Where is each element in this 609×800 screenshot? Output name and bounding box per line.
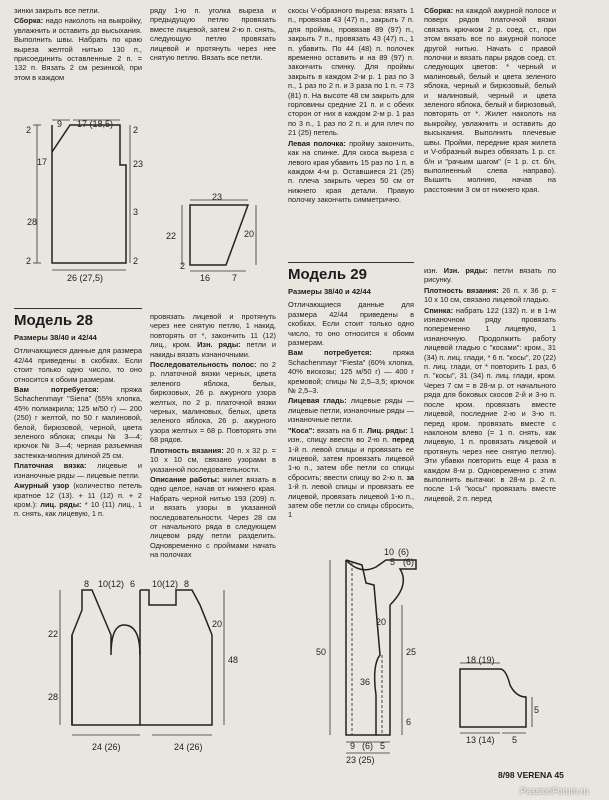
model28-materials: Вам потребуется: пряжа Schachenmayr "Siena" (55% хлопка, 45% полиакрила; 125 м/50 г) — 200 (250) г желтой, по 50 г малиновой, белой, бирюзовой, черной, цвета зеленого яблока; спицы № 3—4; крючок № 3—4; черная разъемная застежка-молния длиной 25 см. xyxy=(14,385,143,460)
diagram2-bottom-right: 7 xyxy=(232,273,238,283)
col2-paragraph-1: ряду 1-ю п. уголка выреза и предыдущую петлю провязать вместе лицевой, затем 2-ю п. снять, следующую петлю провязать лицевой и протянуть через нее снятую петлю. Вязать все петли. xyxy=(150,6,276,63)
diagram3-left-lower: 28 xyxy=(48,692,59,702)
col1-paragraph-1: зинки закрыть все петли. xyxy=(14,6,100,15)
model29-title: Модель 29 xyxy=(288,266,367,283)
diagram1-top-right: 17 (18,5) xyxy=(77,119,114,129)
model29-rule xyxy=(288,262,414,263)
model28-intro: Отличающиеся данные для размера 42/44 приведены в скобках. Если стоит только одно число, то оно относится к обоим размерам. xyxy=(14,346,142,384)
diagram3-right-upper: 20 xyxy=(212,619,223,629)
diagram3-top-4: 10(12) xyxy=(152,579,179,589)
diagram4-right: 25 xyxy=(406,647,417,657)
pattern-diagram-5 xyxy=(440,655,540,745)
diagram3-bottom-right: 24 (26) xyxy=(174,742,203,752)
model29-intro: Отличающиеся данные для размера 42/44 приведены в скобках. Если стоит только одно число, то оно относится к обоим размерам. xyxy=(288,300,414,348)
diagram5-top: 18 (19) xyxy=(466,655,495,665)
col4mid-paragraph-3: Спинка: набрать 122 (132) п. и в 1-м изнаночном ряду провязать попеременно 1 лицевую, 1 изнаночную. Продолжить работу лицевой гладью с "косами": кром., 31 (34) п. лиц. глади, * 6 п. "косы", 20 (22) п. лиц. глади, от * повторить 1 раз, 6 п. "косы", 31 (34) п. лиц. глади, кром. Через 7 см = в 28-м р. от начального ряда для боковых скосов 2-й и 3-ю п. после кром. провязать вместе лицевой, последние 2-ю и 3-ю п. перед кром. провязать вместе с наклоном влево (= 1 п. снять, как лицевую, 1 п. провязать лицевой и протянуть через нее снятую петлю). Эти убавки повторить еще 4 раза в каждом 8-м р. Одновременно с этим выполнить вытачки: в 28-м р. 2 п. после 1-й "косы" провязать вместе лицевой, 2 п. перед xyxy=(424,305,556,503)
col4-paragraph-1: Сборка: на каждой ажурной полосе и поверх рядов платочной вязки связать крючком 2 р. соед. ст., при этом вязать все по ажурной полосе другой нитью. Начать с правой полочки и вязать пары рядов соед. ст. следующих цветов: * черный и малиновый, белый и цвета зеленого яблока, черный и бирюзовый, белый и малиновый, черный и цвета зеленого яблока, белый и бирюзовый, повторять от *. Жилет наколоть на выкройку, увлажнить и оставить до высыхания. Выполнить плечевые швы. Пройми, передние края жилета и V-образный вырез обвязать 1 р. ст. б/н и "рачьим шагом" (= 1 р. ст. б/н, выполненный слева направо). Вышить молнию, начав на расстоянии 3 см от нижнего края. xyxy=(424,6,556,194)
diagram3-right-height: 48 xyxy=(228,655,239,665)
diagram4-top-2: (6) xyxy=(398,547,409,557)
column-4-mid xyxy=(424,266,556,504)
col2mid-paragraph-4: Описание работы: жилет вязать в одно целое, начав от нижнего края. Набрать черной нитью 193 (209) п. и вязать узоры в указанной последовательности. Через 28 см от начального ряда в следующем лицевом ряду петли разделить. Одновременно с проймами начать на полочках xyxy=(150,474,276,560)
diagram1-bottom: 26 (27,5) xyxy=(67,273,104,283)
diagram4-left: 50 xyxy=(316,647,327,657)
col4mid-paragraph-1: изн. Изн. ряды: петли вязать по рисунку. xyxy=(424,266,556,285)
diagram4-mid-lower: 36 xyxy=(360,677,371,687)
col2mid-paragraph-2: Последовательность полос: по 2 р. платочной вязки черных, цвета зеленого яблока, белых, бирюзовых, 26 р. ажурного узора желтых, по 2 р. платочной вязки черных, малиновых, белых, цвета зеленого яблока, 26 р. ажурного узора желтых = 68 р. Повторять эти 68 рядов. xyxy=(150,360,276,445)
diagram3-bottom-left: 24 (26) xyxy=(92,742,121,752)
model29-materials: Вам потребуется: пряжа Schachenmayr "Fiesta" (60% хлопка, 40% вискозы; 125 м/50 г) — 400 г кремовой; спицы № 2,5–3,5; крючок № 2,5–3. xyxy=(288,348,415,396)
page-footer: 8/98 VERENA 45 xyxy=(498,770,564,780)
diagram5-bottom: 13 (14) xyxy=(466,735,495,745)
pattern-diagram-3 xyxy=(12,575,282,765)
model28-ajur: Ажурный узор (количество петель кратное 12 (13). + 11 (12) п. + 2 кром.): лиц. ряды: * 10 (11) лиц., 1 п. снять, как лицевую, 1 п. xyxy=(14,481,142,519)
col2mid-paragraph-3: Плотность вязания: 20 п. х 32 р. = 10 х 10 см, связано узорами в указанной последовательности. xyxy=(150,445,276,474)
diagram1-tick-1: 2 xyxy=(26,125,32,135)
diagram4-bottom-2: (6) xyxy=(362,741,373,751)
diagram4-mid-upper: 20 xyxy=(376,617,387,627)
diagram4-top-4: (6) xyxy=(403,557,414,567)
diagram4-top-1: 10 xyxy=(384,547,395,557)
pattern-diagram-1 xyxy=(5,115,155,305)
column-2-top xyxy=(150,6,276,63)
diagram4-bottom-1: 9 xyxy=(350,741,356,751)
diagram1-tick-4: 2 xyxy=(133,256,139,266)
diagram1-top-left: 9 xyxy=(57,119,63,129)
model29-kosa: "Коса": вязать на 6 п. Лиц. ряды: 1 изн., спицу ввести во 2-ю п. перед 1-й п. левой спицы и провязать ее лицевой, затем провязать лицевой 1-ю п., затем обе петли со спицы сбросить; ввести спицу во 2-ю п. за 1-й п. левой спицы и провязать ее лицевой, провязать лицевой 1-ю п., затем обе петли со спицы сбросить, 1 xyxy=(288,425,415,520)
diagram3-top-1: 8 xyxy=(84,579,90,589)
pattern-diagram-4 xyxy=(290,545,440,765)
model29-licevaya: Лицевая гладь: лицевые ряды — лицевые петли, изнаночные ряды — изнаночные петли. xyxy=(288,396,414,425)
model28-rule xyxy=(14,308,142,309)
diagram2-left: 22 xyxy=(166,231,177,241)
column-4-top xyxy=(424,6,556,195)
diagram2-tick: 2 xyxy=(180,261,186,271)
diagram2-bottom-left: 16 xyxy=(200,273,211,283)
model29-section xyxy=(288,266,414,521)
diagram1-right-upper: 23 xyxy=(133,159,144,169)
model28-platoch: Платочная вязка: лицевые и изнаночные ряды — лицевые петли. xyxy=(14,461,142,480)
model28-sizes: Размеры 38/40 и 42/44 xyxy=(14,333,97,342)
pattern-diagram-2 xyxy=(160,185,290,285)
column-1-top xyxy=(14,6,142,83)
col4mid-paragraph-2: Плотность вязания: 26 п. х 36 р. = 10 х 10 см, связано лицевой гладью. xyxy=(424,285,556,305)
diagram3-top-3: 6 xyxy=(130,579,136,589)
col1-paragraph-2: Сборка: надо наколоть на выкройку, увлажнить и оставить до высыхания. Выполнить швы. Набрать по краю выреза желтой нитью 130 п., присоединить оставленные 2 п. = 132 п. Вязать 2 см резинкой, при этом в каждом xyxy=(14,16,142,82)
diagram1-left-mid: 28 xyxy=(27,217,38,227)
diagram1-tick-2: 2 xyxy=(26,256,32,266)
diagram1-slope: 17 xyxy=(37,157,48,167)
model28-section xyxy=(14,312,142,520)
diagram3-left-upper: 22 xyxy=(48,629,59,639)
diagram2-top: 23 xyxy=(212,192,223,202)
col2mid-paragraph-1: провязать лицевой и протянуть через нее снятую петлю, 1 накид, повторять от *, закончить 11 (12) лиц., кром. Изн. ряды: петли и накиды вязать изнаночными. xyxy=(150,312,277,359)
col3-paragraph-2: Левая полочка: пройму закончить, как на спинке. Для скоса выреза с левого края убавить 15 раз по 1 п. в каждом 4-м р. Оставшиеся 21 (25) п. плеча закрыть через 50 см от нижнего края детали. Правую полочку закончить симметрично. xyxy=(288,138,414,205)
diagram1-right-lower: 3 xyxy=(133,207,139,217)
diagram3-top-2: 10(12) xyxy=(98,579,125,589)
diagram1-tick-3: 2 xyxy=(133,125,139,135)
model29-sizes: Размеры 38/40 и 42/44 xyxy=(288,287,371,296)
watermark: PassionForum.ru xyxy=(520,786,589,796)
diagram5-right: 5 xyxy=(534,705,540,715)
diagram2-right: 20 xyxy=(244,229,255,239)
diagram3-top-5: 8 xyxy=(184,579,190,589)
model28-title: Модель 28 xyxy=(14,312,93,329)
column-2-mid xyxy=(150,312,276,561)
col3-paragraph-1: скосы V-образного выреза: вязать 1 п., провязав 43 (47) п., закрыть 7 п. для проймы, провязав 89 (97) п., закрыть 7 п., провязать 43 (47) п., 1 п. убавить. По 44 (48) п. полочек временно оставить и на 89 (97) п. закончить спинку. Для проймы закрыть в каждом 2-м р. 1 раз по 3 п., 1 раз по 2 п. и 3 раза по 1 п. = 73 (81) п. На высоте 48 см закрыть для горловины средние 21 п. и с обеих сторон от них в каждом 2-м р. 1 раз по 3 п., 1 раз по 2 п. и для плеч по 21 (25) петель. xyxy=(288,6,414,138)
diagram4-bottom-3: 5 xyxy=(380,741,386,751)
column-3-top xyxy=(288,6,414,206)
diagram4-right-lower: 6 xyxy=(406,717,412,727)
diagram4-top-3: 5 xyxy=(390,557,396,567)
diagram4-bottom: 23 (25) xyxy=(346,755,375,765)
diagram5-bottom-right: 5 xyxy=(512,735,518,745)
